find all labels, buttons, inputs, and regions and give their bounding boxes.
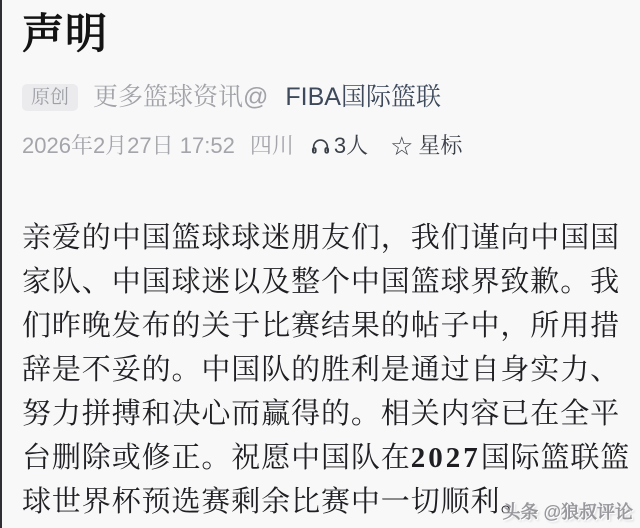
star-label: 星标 — [418, 133, 463, 158]
mention-link[interactable]: FIBA国际篮联 — [285, 83, 441, 111]
left-edge-line — [0, 0, 2, 528]
star-outline-icon: ☆ — [390, 131, 414, 161]
body-text-line: 们昨晚发布的关于比赛结果的帖子中，所用措 — [22, 310, 621, 342]
body-text-line: 辞是不妥的。中国队的胜利是通过自身实力、 — [22, 354, 621, 386]
publish-date: 2026年2月27日 17:52 — [22, 133, 235, 158]
body-text-line: 亲爱的中国篮球球迷朋友们，我们谨向中国国 — [22, 222, 621, 254]
meta-row — [22, 131, 622, 161]
body-text-line: 努力拼搏和决心而赢得的。相关内容已在全平 — [22, 398, 621, 430]
listen-button[interactable] — [310, 131, 368, 161]
headphones-icon — [310, 136, 334, 157]
toutiao-watermark: 头条 @狼叔评论 — [502, 502, 633, 522]
listen-count: 3人 — [333, 133, 369, 158]
publish-location: 四川 — [249, 133, 294, 158]
body-text-line: 球世界杯预选赛剩余比赛中一切顺利。 — [22, 486, 531, 518]
article-body — [22, 216, 631, 524]
body-text-line: 家队、中国球迷以及整个中国篮球界致歉。我 — [22, 266, 621, 298]
original-badge: 原创 — [22, 84, 78, 111]
star-button[interactable] — [390, 131, 462, 161]
body-text-line: 台删除或修正。祝愿中国队在2027国际篮联篮 — [22, 442, 631, 474]
author-row — [22, 83, 622, 112]
author-name-link[interactable]: 更多篮球资讯@ — [93, 83, 269, 111]
page-title: 声明 — [22, 10, 109, 57]
